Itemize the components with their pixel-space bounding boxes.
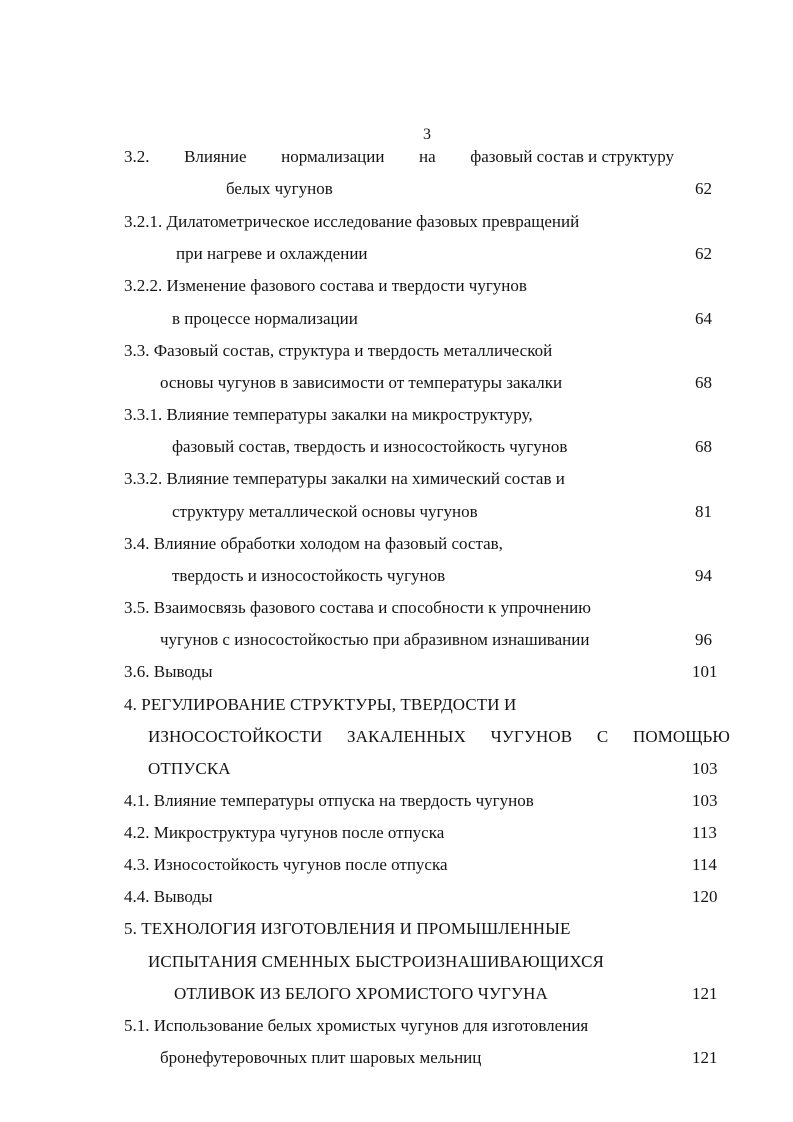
- toc-entry-4-line3: ОТПУСКА: [148, 759, 231, 778]
- page-number: 3: [423, 126, 431, 143]
- toc-entry-3-5-line2: чугунов с износостойкостью при абразивном изнашивании: [160, 630, 590, 649]
- toc-entry-3-2-page: 62: [695, 179, 712, 198]
- toc-entry-4-line2: ИЗНОСОСТОЙКОСТИ ЗАКАЛЕННЫХ ЧУГУНОВ С ПОМОЩЬЮ: [148, 727, 730, 746]
- toc-entry-3-3-2-line1: 3.3.2. Влияние температуры закалки на химический состав и: [124, 469, 565, 488]
- toc-entry-3-3-1-line2: фазовый состав, твердость и износостойкость чугунов: [172, 437, 568, 456]
- toc-entry-4-1-page: 103: [692, 791, 718, 810]
- toc-entry-4-3-page: 114: [692, 855, 717, 874]
- toc-entry-5-page: 121: [692, 984, 718, 1003]
- toc-entry-3-2-1-line2: при нагреве и охлаждении: [176, 244, 368, 263]
- toc-entry-4-3-line1: 4.3. Износостойкость чугунов после отпуска: [124, 855, 448, 874]
- toc-entry-5-line2: ИСПЫТАНИЯ СМЕННЫХ БЫСТРОИЗНАШИВАЮЩИХСЯ: [148, 952, 604, 971]
- toc-entry-3-3-1-page: 68: [695, 437, 712, 456]
- toc-entry-5-1-line1: 5.1. Использование белых хромистых чугунов для изготовления: [124, 1016, 589, 1035]
- toc-entry-3-2-1-line1: 3.2.1. Дилатометрическое исследование фазовых превращений: [124, 212, 580, 231]
- toc-entry-3-2-2-line2: в процессе нормализации: [172, 309, 358, 328]
- toc-entry-3-2-2-page: 64: [695, 309, 712, 328]
- toc-entry-3-2-1-page: 62: [695, 244, 712, 263]
- toc-entry-5-line1: 5. ТЕХНОЛОГИЯ ИЗГОТОВЛЕНИЯ И ПРОМЫШЛЕННЫЕ: [124, 919, 571, 938]
- toc-entry-4-page: 103: [692, 759, 718, 778]
- toc-entry-3-4-page: 94: [695, 566, 712, 585]
- toc-entry-3-2-2-line1: 3.2.2. Изменение фазового состава и твердости чугунов: [124, 276, 527, 295]
- toc-entry-3-2-line2: белых чугунов: [226, 179, 333, 198]
- toc-entry-4-4-page: 120: [692, 887, 718, 906]
- toc-entry-4-2-page: 113: [692, 823, 717, 842]
- toc-entry-3-5-page: 96: [695, 630, 712, 649]
- toc-entry-3-3-line2: основы чугунов в зависимости от температуры закалки: [160, 373, 563, 392]
- toc-entry-4-4-line1: 4.4. Выводы: [124, 887, 213, 906]
- toc-entry-3-3-line1: 3.3. Фазовый состав, структура и твердость металлической: [124, 341, 553, 360]
- toc-entry-3-4-line1: 3.4. Влияние обработки холодом на фазовый состав,: [124, 534, 503, 553]
- toc-entry-3-3-1-line1: 3.3.1. Влияние температуры закалки на микроструктуру,: [124, 405, 533, 424]
- toc-entry-3-3-page: 68: [695, 373, 712, 392]
- toc-entry-5-1-line2: бронефутеровочных плит шаровых мельниц: [160, 1048, 482, 1067]
- toc-entry-3-6-page: 101: [692, 662, 718, 681]
- toc-entry-3-6-line1: 3.6. Выводы: [124, 662, 213, 681]
- toc-entry-3-3-2-line2: структуру металлической основы чугунов: [172, 502, 478, 521]
- toc-entry-3-2-line1: 3.2. Влияние нормализации на фазовый состав и структуру: [124, 147, 674, 166]
- toc-entry-4-1-line1: 4.1. Влияние температуры отпуска на твердость чугунов: [124, 791, 534, 810]
- toc-entry-4-line1: 4. РЕГУЛИРОВАНИЕ СТРУКТУРЫ, ТВЕРДОСТИ И: [124, 695, 517, 714]
- toc-entry-3-3-2-page: 81: [695, 502, 712, 521]
- toc-entry-3-5-line1: 3.5. Взаимосвязь фазового состава и способности к упрочнению: [124, 598, 591, 617]
- toc-entry-5-line3: ОТЛИВОК ИЗ БЕЛОГО ХРОМИСТОГО ЧУГУНА: [174, 984, 548, 1003]
- toc-entry-4-2-line1: 4.2. Микроструктура чугунов после отпуска: [124, 823, 445, 842]
- toc-entry-3-4-line2: твердость и износостойкость чугунов: [172, 566, 446, 585]
- toc-entry-5-1-page: 121: [692, 1048, 718, 1067]
